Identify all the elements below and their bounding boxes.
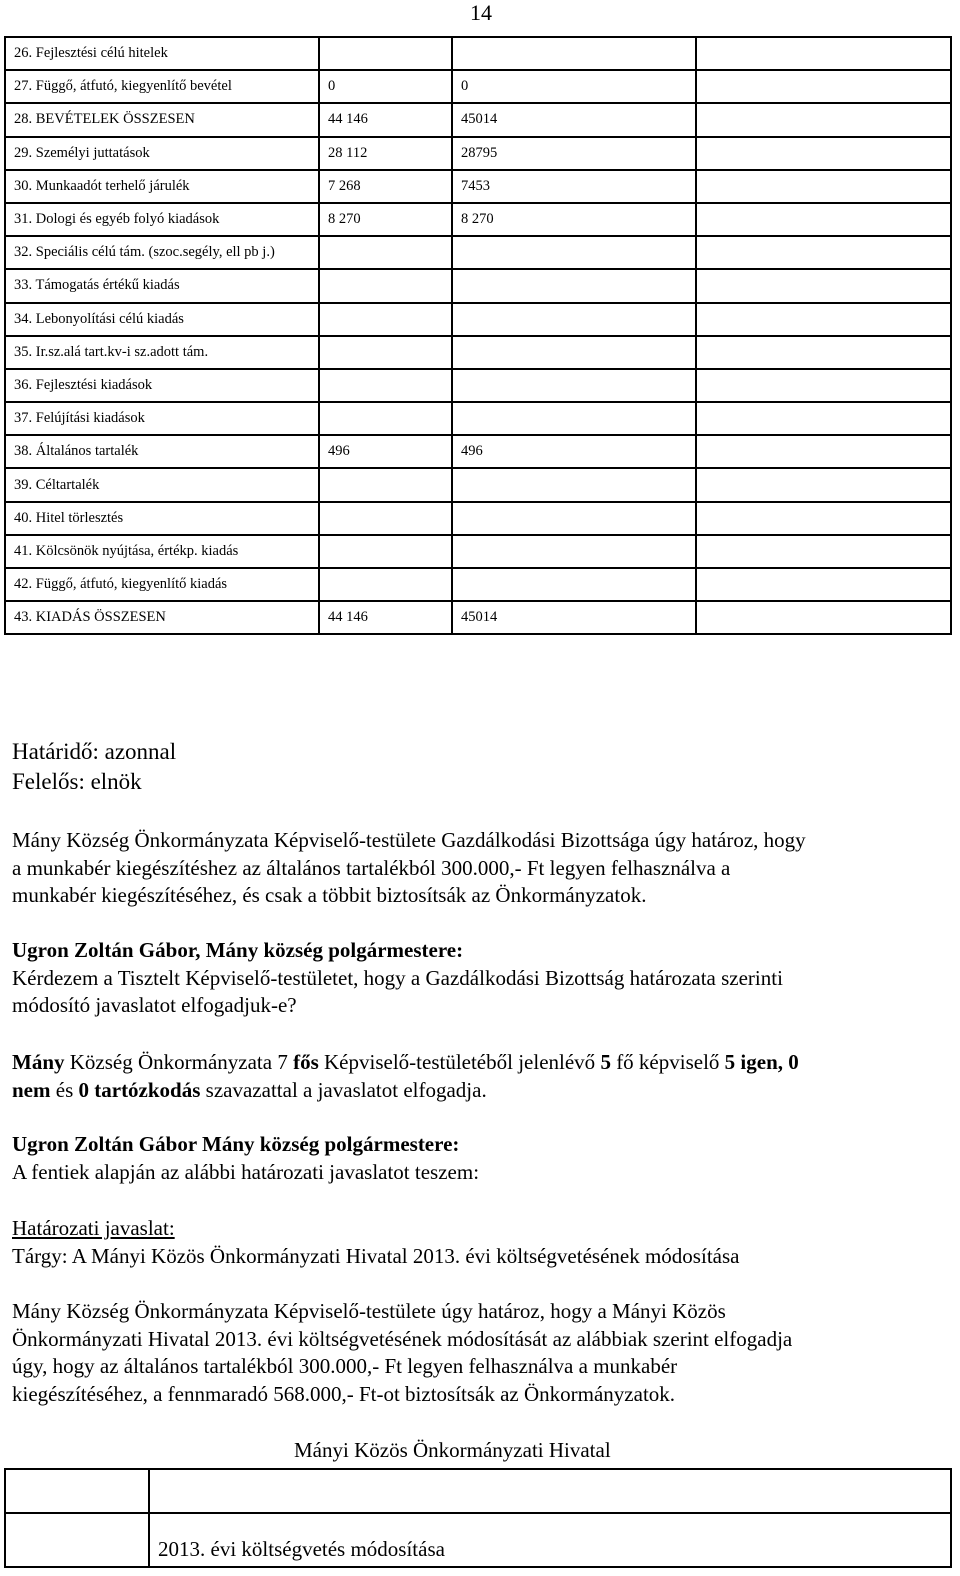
budget-table [4, 36, 952, 635]
speaker1-line-2: módosító javaslatot elfogadjuk-e? [12, 993, 297, 1017]
budget-row-label: 40. Hitel törlesztés [5, 502, 319, 535]
budget-empty-cell [696, 236, 951, 269]
speaker2-name: Ugron Zoltán Gábor Mány község polgármestere: [12, 1132, 460, 1156]
budget-empty-cell [696, 170, 951, 203]
budget-value-original: 28 112 [319, 137, 452, 170]
bottom-table-cell [5, 1513, 149, 1567]
committee-line-3: munkabér kiegészítéséhez, és csak a többit biztosítsák az Önkormányzatok. [12, 883, 647, 907]
speaker1-line-1: Kérdezem a Tisztelt Képviselő-testületet, hogy a Gazdálkodási Bizottság határozata szerinti [12, 965, 783, 990]
budget-row [5, 236, 951, 269]
budget-value-original [319, 369, 452, 402]
budget-value-original [319, 502, 452, 535]
vote-text-4: és [50, 1077, 79, 1102]
bottom-table-row [5, 1469, 951, 1513]
budget-empty-cell [696, 303, 951, 336]
bottom-table-title: Mányi Közös Önkormányzati Hivatal [294, 1438, 611, 1462]
proposal-line-4: kiegészítéséhez, a fennmaradó 568.000,- Ft-ot biztosítsák az Önkormányzatok. [12, 1381, 676, 1406]
budget-row-label: 36. Fejlesztési kiadások [5, 369, 319, 402]
budget-value-modified [452, 402, 696, 435]
budget-row [5, 37, 951, 70]
bottom-table [4, 1468, 952, 1568]
budget-row [5, 303, 951, 336]
budget-empty-cell [696, 269, 951, 302]
bottom-table-cell [5, 1469, 149, 1513]
vote-text-1: Község Önkormányzata 7 [64, 1050, 294, 1074]
vote-text-2: Képviselő-testületéből jelenlévő [318, 1050, 601, 1074]
budget-value-original: 7 268 [319, 170, 452, 203]
budget-row [5, 269, 951, 302]
responsible: Felelős: elnök [12, 769, 142, 794]
budget-value-original [319, 535, 452, 568]
deadline: Határidő: azonnal [12, 739, 177, 764]
page-number: 14 [470, 0, 492, 25]
budget-row-label: 29. Személyi juttatások [5, 137, 319, 170]
budget-empty-cell [696, 336, 951, 369]
budget-row [5, 170, 951, 203]
budget-value-modified [452, 568, 696, 601]
budget-row [5, 70, 951, 103]
budget-row-label: 41. Kölcsönök nyújtása, értékp. kiadás [5, 535, 319, 568]
budget-table-body [5, 37, 951, 634]
proposal-subject: Tárgy: A Mányi Közös Önkormányzati Hivatal 2013. évi költségvetésének módosítása [12, 1243, 740, 1268]
vote-abstain: 0 tartózkodás [78, 1077, 201, 1102]
vote-yes: 5 igen, 0 [724, 1050, 799, 1074]
budget-row [5, 336, 951, 369]
budget-empty-cell [696, 601, 951, 634]
proposal-block [12, 1215, 952, 1270]
budget-value-modified: 28795 [452, 137, 696, 170]
budget-value-modified: 45014 [452, 601, 696, 634]
speaker1-name: Ugron Zoltán Gábor, Mány község polgármestere: [12, 938, 464, 962]
vote-text-5: szavazattal a javaslatot elfogadja. [200, 1077, 487, 1102]
budget-row [5, 402, 951, 435]
budget-empty-cell [696, 203, 951, 236]
budget-value-modified: 0 [452, 70, 696, 103]
budget-row-label: 37. Felújítási kiadások [5, 402, 319, 435]
budget-value-modified [452, 37, 696, 70]
budget-value-modified: 8 270 [452, 203, 696, 236]
committee-line-2: a munkabér kiegészítéshez az általános tartalékból 300.000,- Ft legyen felhasználva a [12, 855, 731, 880]
budget-value-modified [452, 269, 696, 302]
budget-row-label: 30. Munkaadót terhelő járulék [5, 170, 319, 203]
proposal-paragraph [12, 1298, 952, 1408]
budget-row [5, 568, 951, 601]
budget-row-label: 33. Támogatás értékű kiadás [5, 269, 319, 302]
budget-value-original [319, 269, 452, 302]
budget-value-modified [452, 336, 696, 369]
budget-value-modified [452, 303, 696, 336]
budget-value-original: 44 146 [319, 601, 452, 634]
budget-row-label: 27. Függő, átfutó, kiegyenlítő bevétel [5, 70, 319, 103]
budget-row [5, 535, 951, 568]
bottom-table-text-cell: 2013. évi költségvetés módosítása [149, 1513, 951, 1567]
budget-empty-cell [696, 468, 951, 501]
budget-row-label: 28. BEVÉTELEK ÖSSZESEN [5, 103, 319, 136]
budget-empty-cell [696, 70, 951, 103]
budget-value-modified [452, 369, 696, 402]
vote-no: nem [12, 1077, 51, 1102]
budget-value-original [319, 303, 452, 336]
budget-value-original [319, 402, 452, 435]
budget-row-label: 39. Céltartalék [5, 468, 319, 501]
budget-row-label: 26. Fejlesztési célú hitelek [5, 37, 319, 70]
budget-value-original [319, 336, 452, 369]
budget-row-label: 42. Függő, átfutó, kiegyenlítő kiadás [5, 568, 319, 601]
budget-empty-cell [696, 37, 951, 70]
budget-value-original [319, 37, 452, 70]
budget-row-label: 38. Általános tartalék [5, 435, 319, 468]
vote-text-3: fő képviselő [610, 1050, 725, 1074]
budget-row-label: 35. Ir.sz.alá tart.kv-i sz.adott tám. [5, 336, 319, 369]
budget-empty-cell [696, 568, 951, 601]
budget-row [5, 369, 951, 402]
budget-empty-cell [696, 369, 951, 402]
budget-value-original: 8 270 [319, 203, 452, 236]
budget-row [5, 137, 951, 170]
proposal-line-3: úgy, hogy az általános tartalékból 300.000,- Ft legyen felhasználva a munkabér [12, 1354, 678, 1378]
budget-value-modified [452, 535, 696, 568]
vote-fos: fős [293, 1050, 319, 1074]
budget-row-label: 34. Lebonyolítási célú kiadás [5, 303, 319, 336]
budget-value-original [319, 468, 452, 501]
budget-row [5, 468, 951, 501]
vote-many: Mány [12, 1050, 65, 1074]
speaker2-block [12, 1131, 952, 1186]
budget-value-modified: 7453 [452, 170, 696, 203]
proposal-line-1: Mány Község Önkormányzata Képviselő-testülete úgy határoz, hogy a Mányi Közös [12, 1299, 726, 1323]
budget-row-label: 43. KIADÁS ÖSSZESEN [5, 601, 319, 634]
vote-five: 5 [600, 1050, 611, 1074]
budget-row [5, 601, 951, 634]
proposal-heading: Határozati javaslat: [12, 1216, 175, 1240]
speaker1-block [12, 937, 952, 1020]
budget-empty-cell [696, 402, 951, 435]
budget-value-original [319, 236, 452, 269]
proposal-line-2: Önkormányzati Hivatal 2013. évi költségvetésének módosítását az alábbiak szerint elfogadja [12, 1326, 793, 1351]
budget-row-label: 31. Dologi és egyéb folyó kiadások [5, 203, 319, 236]
budget-value-original: 44 146 [319, 103, 452, 136]
bottom-table-cell [149, 1469, 951, 1513]
budget-empty-cell [696, 137, 951, 170]
budget-row [5, 435, 951, 468]
budget-empty-cell [696, 435, 951, 468]
budget-value-original: 496 [319, 435, 452, 468]
budget-empty-cell [696, 103, 951, 136]
budget-row-label: 32. Speciális célú tám. (szoc.segély, ell pb j.) [5, 236, 319, 269]
bottom-table-row [5, 1513, 951, 1567]
budget-empty-cell [696, 502, 951, 535]
committee-line-1: Mány Község Önkormányzata Képviselő-testülete Gazdálkodási Bizottsága úgy határoz, hogy [12, 828, 806, 852]
budget-value-original: 0 [319, 70, 452, 103]
budget-row [5, 203, 951, 236]
vote-paragraph [12, 1049, 952, 1104]
budget-row [5, 103, 951, 136]
budget-row [5, 502, 951, 535]
budget-value-modified [452, 236, 696, 269]
budget-empty-cell [696, 535, 951, 568]
committee-paragraph [12, 827, 952, 910]
speaker2-line-1: A fentiek alapján az alábbi határozati javaslatot teszem: [12, 1159, 480, 1184]
budget-value-modified: 496 [452, 435, 696, 468]
budget-value-original [319, 568, 452, 601]
budget-value-modified [452, 502, 696, 535]
budget-value-modified [452, 468, 696, 501]
budget-value-modified: 45014 [452, 103, 696, 136]
